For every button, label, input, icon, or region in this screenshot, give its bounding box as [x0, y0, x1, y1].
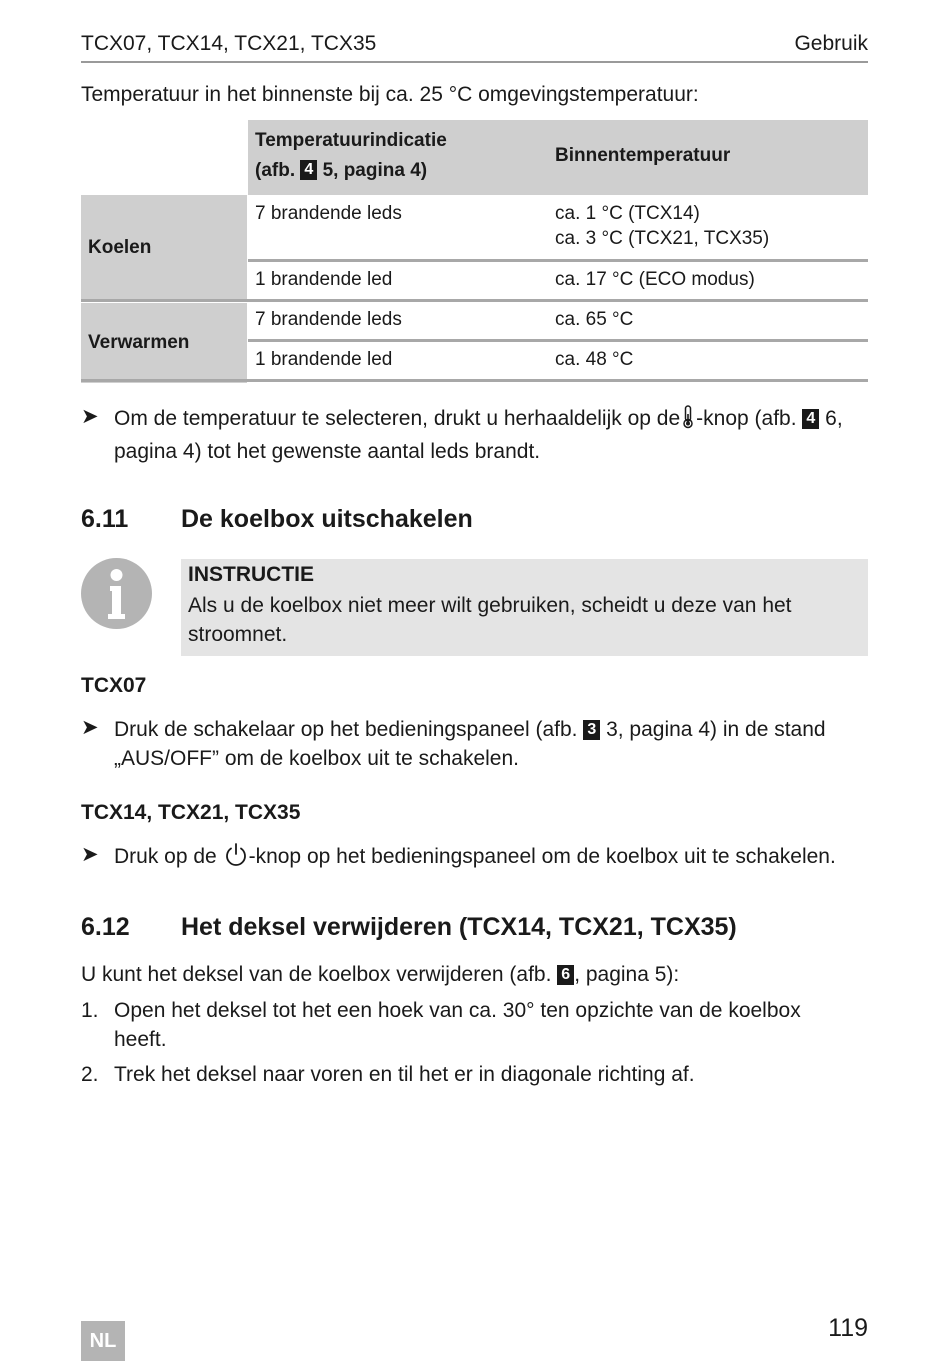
instruction-note: [181, 559, 868, 656]
bullet-arrow-icon: ➤: [81, 843, 99, 866]
section-number: 6.11: [81, 505, 129, 533]
subheading-tcx07: TCX07: [81, 674, 147, 697]
figure-badge: 6: [557, 965, 574, 985]
table-cell: 7 brandende leds: [255, 203, 402, 224]
row-group-cooling: Koelen: [81, 195, 247, 300]
figure-badge: 4: [300, 160, 317, 180]
table-cell: ca. 65 °C: [555, 309, 634, 330]
step-number: 1.: [81, 999, 99, 1022]
table-cell: ca. 17 °C (ECO modus): [555, 269, 755, 290]
step-number: 2.: [81, 1063, 99, 1086]
bullet-arrow-icon: ➤: [81, 405, 99, 428]
temperature-table: [81, 120, 868, 383]
table-cell: ca. 1 °C (TCX14) ca. 3 °C (TCX21, TCX35): [555, 203, 770, 249]
figure-badge: 4: [802, 409, 819, 429]
note-title: INSTRUCTIE: [188, 563, 314, 586]
step-text: Open het deksel tot het een hoek van ca. 30° ten opzichte van de koelbox heeft.: [114, 999, 801, 1051]
table-header-indication: Temperatuurindicatie (afb. 4 5, pagina 4): [255, 130, 447, 181]
table-cell: 1 brandende led: [255, 269, 393, 290]
instruction-tcx07: Druk de schakelaar op het bedieningspaneel (afb. 3 3, pagina 4) in de stand „AUS/OFF” om de koelbox uit te schakelen.: [114, 718, 826, 770]
instruction-temperature: Om de temperatuur te selecteren, drukt u herhaaldelijk op de -knop (afb. 4 6, pagina 4) tot het gewenste aantal leds brandt.: [114, 407, 843, 463]
lid-intro: U kunt het deksel van de koelbox verwijderen (afb. 6 , pagina 5):: [81, 963, 680, 986]
power-icon: [223, 842, 249, 876]
table-cell: 1 brandende led: [255, 349, 393, 370]
note-text: Als u de koelbox niet meer wilt gebruiken, scheidt u deze van het stroomnet.: [188, 594, 792, 646]
table-intro: Temperatuur in het binnenste bij ca. 25 °C omgevingstemperatuur:: [81, 83, 699, 106]
table-cell: ca. 48 °C: [555, 349, 634, 370]
thermometer-icon: [681, 405, 695, 437]
header-section: Gebruik: [794, 32, 868, 55]
row-group-heating: Verwarmen: [81, 303, 247, 383]
header-divider: [81, 61, 868, 63]
info-icon: [81, 558, 152, 629]
page-number: 119: [828, 1314, 868, 1342]
figure-badge: 3: [583, 720, 600, 740]
subheading-tcx14-21-35: TCX14, TCX21, TCX35: [81, 801, 301, 824]
section-title: Het deksel verwijderen (TCX14, TCX21, TCX35): [181, 913, 737, 941]
section-number: 6.12: [81, 913, 130, 941]
bullet-arrow-icon: ➤: [81, 716, 99, 739]
header-models: TCX07, TCX14, TCX21, TCX35: [81, 32, 377, 55]
table-rule: [248, 339, 868, 342]
table-rule: [248, 259, 868, 262]
table-cell: 7 brandende leds: [255, 309, 402, 330]
table-header-temperature: Binnentemperatuur: [555, 145, 731, 166]
table-rule: [81, 379, 868, 382]
table-rule: [81, 299, 868, 302]
section-title: De koelbox uitschakelen: [181, 505, 473, 533]
step-text: Trek het deksel naar voren en til het er in diagonale richting af.: [114, 1063, 695, 1086]
instruction-tcx14: Druk op de -knop op het bedieningspaneel om de koelbox uit te schakelen.: [114, 842, 874, 876]
language-tab: NL: [81, 1321, 125, 1361]
